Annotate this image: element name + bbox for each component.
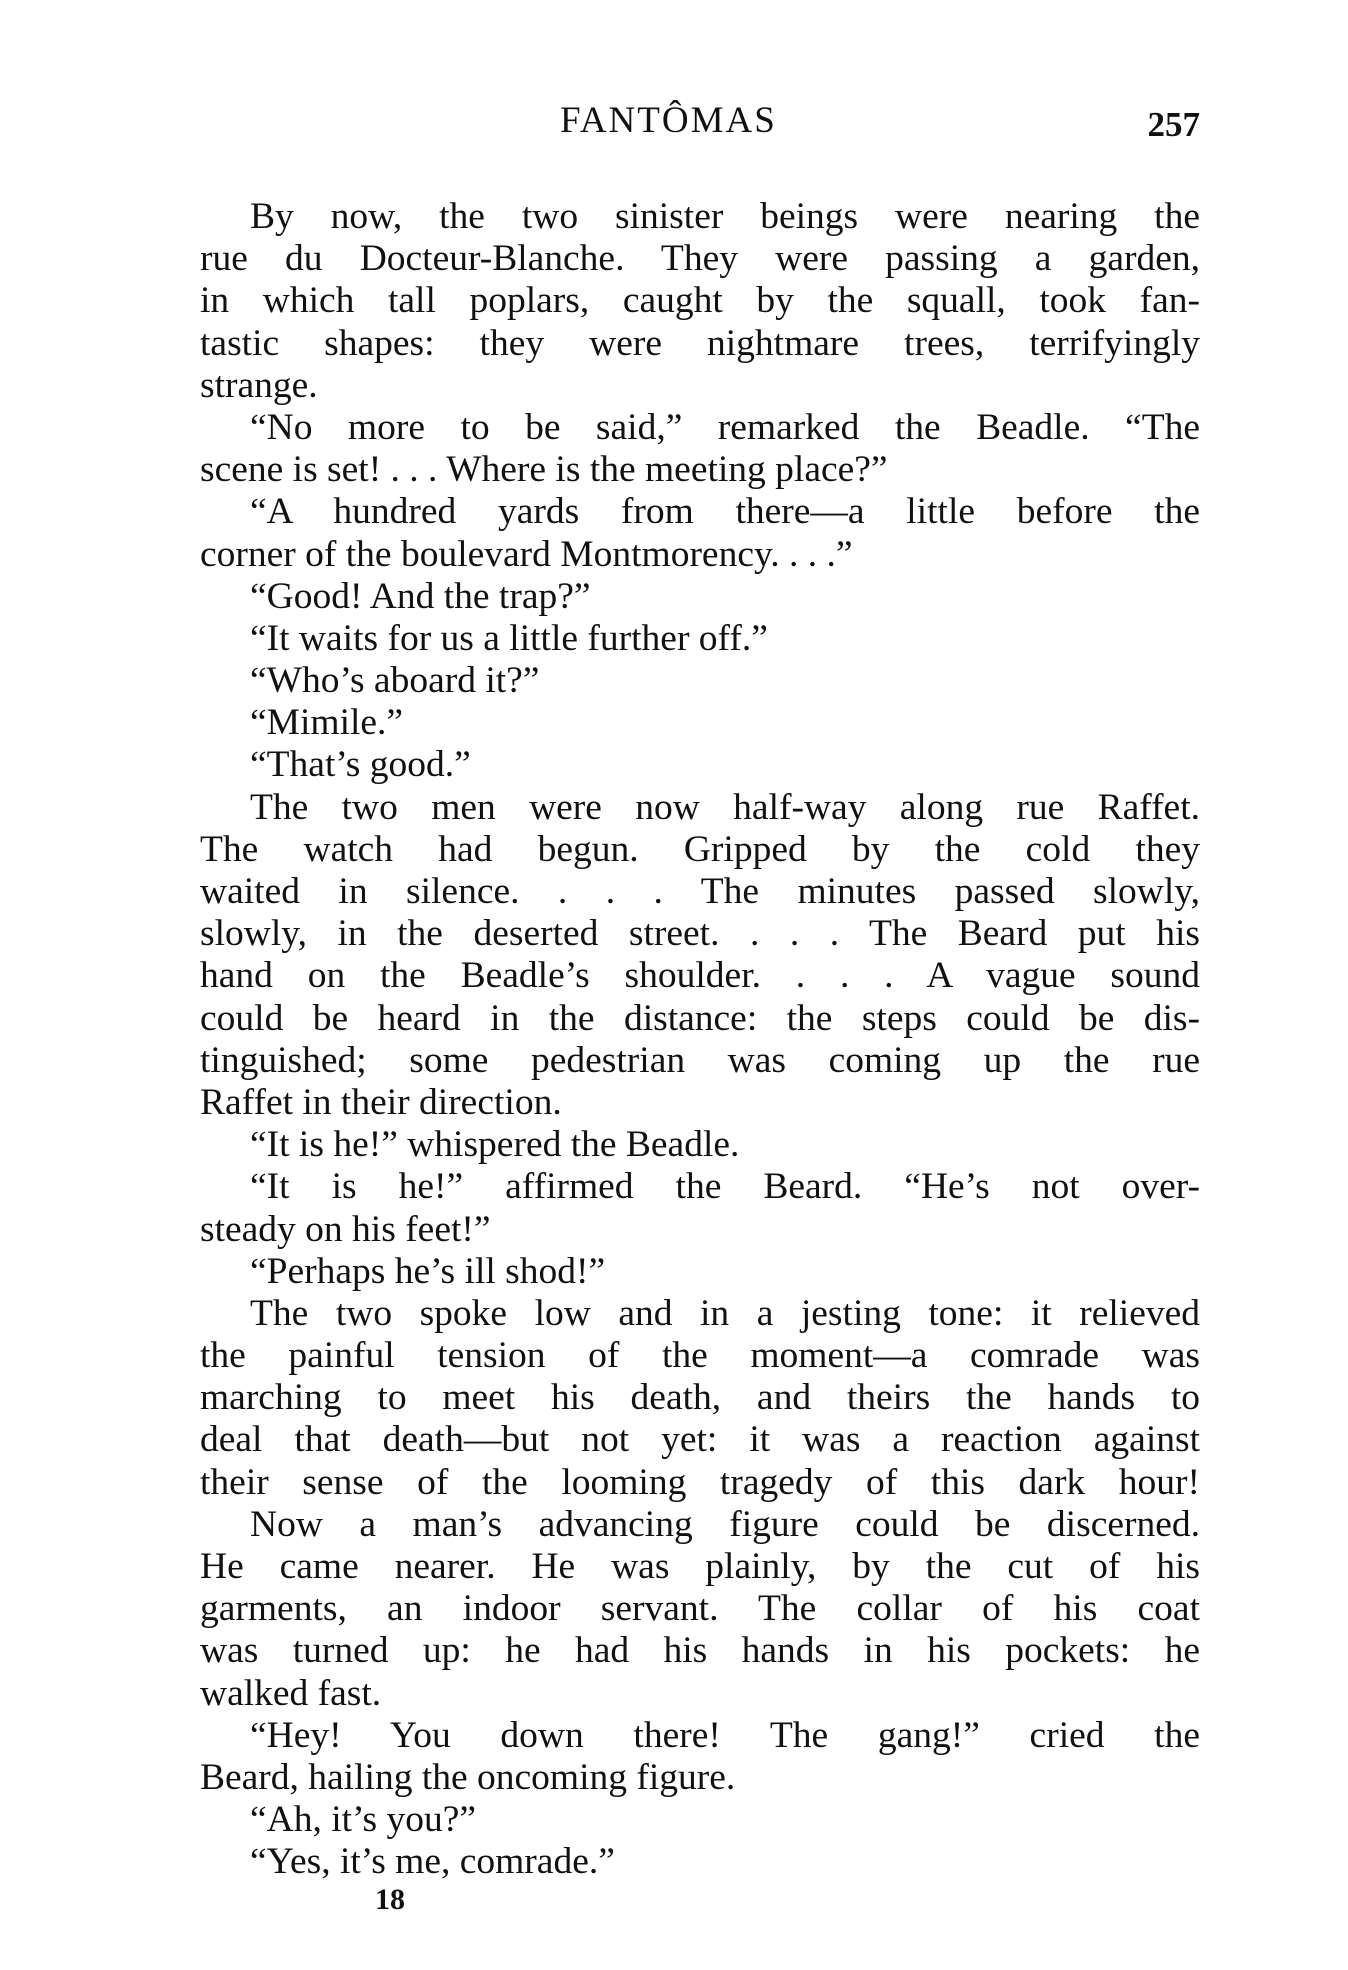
text-line: marching to meet his death, and theirs the hands to [200,1377,1200,1419]
text-line: “Who’s aboard it?” [250,660,540,702]
text-line: The two men were now half-way along rue Raffet. [250,786,1200,828]
text-line: The two spoke low and in a jesting tone: it relieved [250,1292,1200,1334]
text-line: He came nearer. He was plainly, by the cut of his [200,1546,1200,1587]
text-line: tastic shapes: they were nightmare trees, terrifyingly [200,322,1200,364]
text-line: rue du Docteur-Blanche. They were passing a garden, [200,238,1200,280]
text-line: “Yes, it’s me, comrade.” [250,1841,615,1883]
text-line: “It is he!” whispered the Beadle. [250,1124,740,1166]
running-title: FANTÔMAS [560,100,777,141]
text-line: Beard, hailing the oncoming figure. [200,1756,736,1798]
text-line: The watch had begun. Gripped by the cold they [200,828,1200,870]
text-line: “That’s good.” [250,744,471,786]
text-line: “Good! And the trap?” [250,575,591,617]
text-line: walked fast. [200,1672,382,1714]
text-line: garments, an indoor servant. The collar of his coat [200,1588,1200,1630]
text-line: scene is set! . . . Where is the meeting place?” [200,449,888,491]
text-line: Raffet in their direction. [200,1081,562,1123]
text-line: strange. [200,364,318,406]
text-line: “Hey! You down there! The gang!” cried the [250,1714,1200,1756]
text-line: By now, the two sinister beings were nearing the [250,196,1200,237]
page-number: 257 [1147,105,1200,144]
text-line: was turned up: he had his hands in his pockets: he [200,1630,1200,1672]
text-line: “Ah, it’s you?” [250,1799,476,1841]
text-line: deal that death—but not yet: it was a reaction against [200,1419,1200,1461]
text-line: steady on his feet!” [200,1208,491,1250]
signature-mark: 18 [375,1883,405,1916]
running-head [200,96,1200,146]
text-line: Now a man’s advancing figure could be discerned. [250,1503,1200,1545]
text-line: “Perhaps he’s ill shod!” [250,1250,606,1292]
text-line: “Mimile.” [250,702,404,744]
text-line: tinguished; some pedestrian was coming up the rue [200,1039,1200,1081]
text-line: their sense of the looming tragedy of this dark hour! [200,1461,1200,1503]
text-line: “It waits for us a little further off.” [250,617,768,659]
body-text [200,196,1200,1884]
text-line: hand on the Beadle’s shoulder. . . . A vague sound [200,955,1200,997]
text-line: corner of the boulevard Montmorency. . . .” [200,533,853,575]
text-line: “A hundred yards from there—a little before the [250,491,1200,533]
text-line: slowly, in the deserted street. . . . The Beard put his [200,913,1200,955]
text-line: waited in silence. . . . The minutes passed slowly, [200,871,1200,912]
text-line: “No more to be said,” remarked the Beadle. “The [250,406,1200,448]
text-line: in which tall poplars, caught by the squall, took fan- [200,280,1200,322]
text-line: “It is he!” affirmed the Beard. “He’s not over- [250,1166,1200,1208]
text-line: could be heard in the distance: the steps could be dis- [200,997,1200,1039]
text-line: the painful tension of the moment—a comrade was [200,1335,1200,1377]
